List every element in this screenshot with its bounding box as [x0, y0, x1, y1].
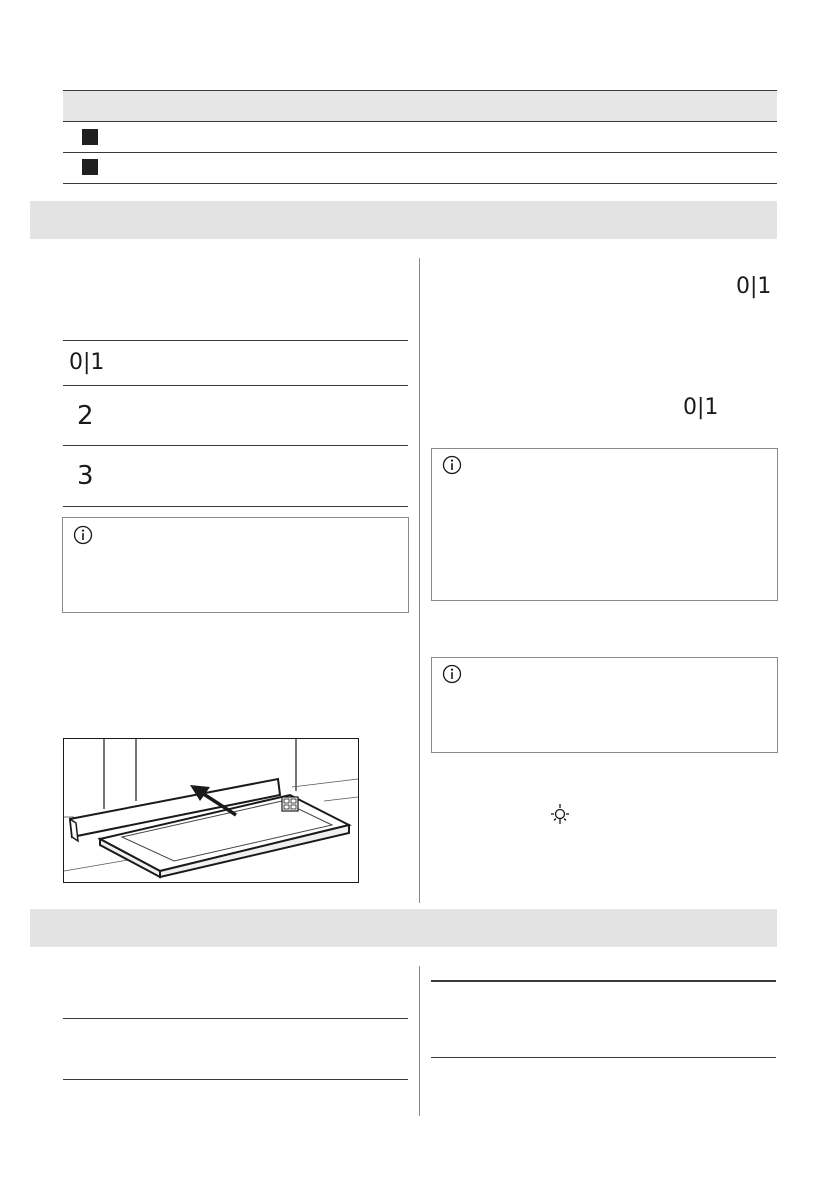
- control-table-rule: [63, 445, 408, 446]
- section-header-band: [30, 909, 777, 947]
- control-table-rule: [63, 340, 408, 341]
- light-bulb-icon: [550, 803, 570, 825]
- top-table-rule: [63, 121, 777, 122]
- speed-2-symbol: 2: [77, 401, 94, 431]
- top-table-rule: [63, 152, 777, 153]
- cooker-hood-drawing: [64, 739, 358, 882]
- info-icon: [442, 664, 462, 684]
- info-box: [431, 448, 778, 601]
- info-icon: [442, 455, 462, 475]
- info-box: [62, 517, 409, 613]
- black-square-icon: [82, 159, 98, 175]
- top-table-rule: [63, 183, 777, 184]
- top-table-rule: [63, 90, 777, 91]
- column-divider: [419, 966, 420, 1116]
- on-off-symbol: 0|1: [683, 395, 719, 420]
- black-square-icon: [82, 129, 98, 145]
- speed-3-symbol: 3: [77, 461, 94, 491]
- section-header-band: [30, 201, 777, 239]
- table-rule: [431, 980, 776, 982]
- on-off-symbol: 0|1: [69, 350, 105, 375]
- control-table-rule: [63, 385, 408, 386]
- top-table-header: [63, 90, 777, 121]
- info-box: [431, 657, 778, 753]
- on-off-symbol: 0|1: [736, 274, 772, 299]
- info-icon: [73, 525, 93, 545]
- table-rule: [63, 1018, 408, 1019]
- column-divider: [419, 258, 420, 903]
- hood-illustration: [63, 738, 359, 883]
- table-rule: [431, 1057, 776, 1058]
- table-rule: [63, 1079, 408, 1080]
- control-table-rule: [63, 506, 408, 507]
